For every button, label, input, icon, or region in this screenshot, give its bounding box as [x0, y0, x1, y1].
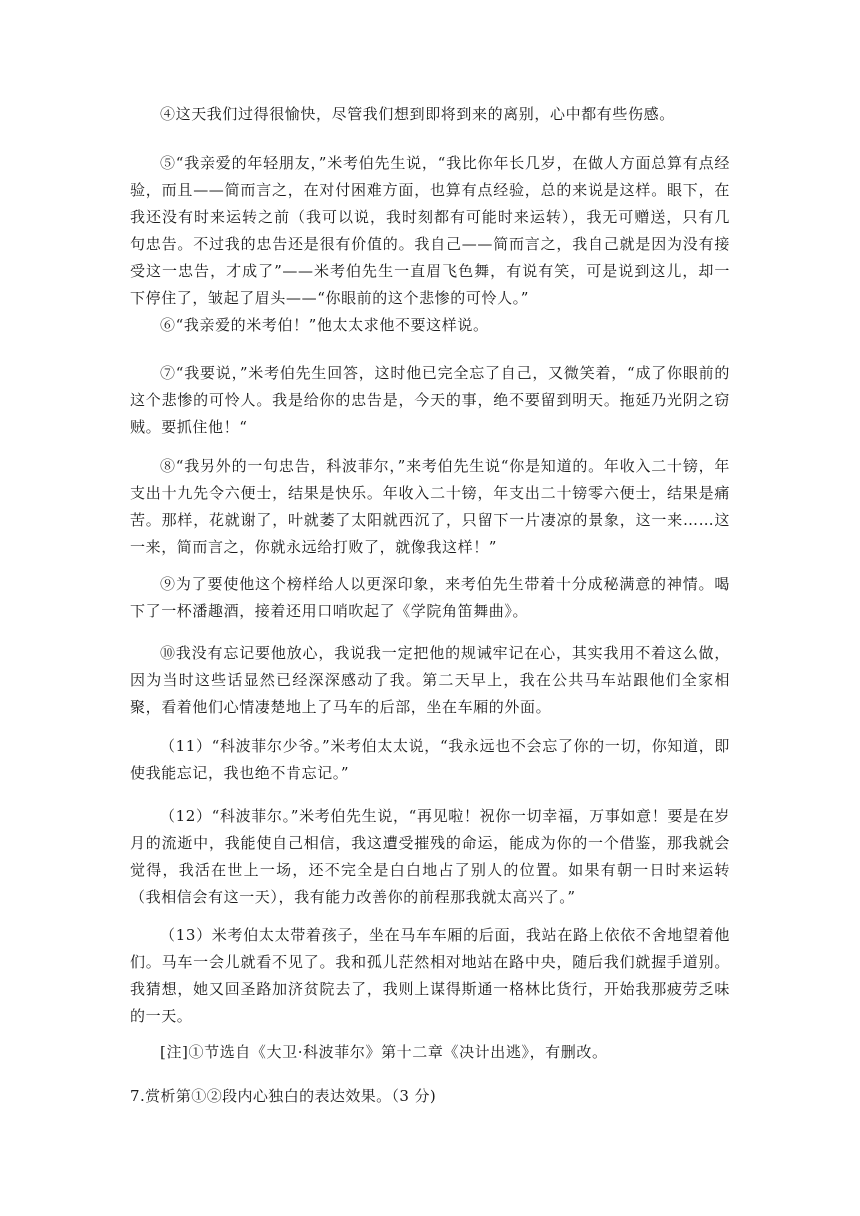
paragraph-13: （13）米考伯太太带着孩子，坐在马车车厢的后面，我站在路上依依不舍地望着他们。马车一会儿就看不见了。我和孤儿茫然相对地站在路中央，随后我们就握手道别。我猜想，她又回圣路加济贫院去了，我则上谋得斯通一格林比货行，开始我那疲劳乏味的一天。 [130, 926, 730, 1025]
paragraph-6: ⑥“我亲爱的米考伯！”他太太求他不要这样说。 [160, 316, 489, 334]
paragraph-9: ⑨为了要使他这个榜样给人以更深印象，来考伯先生带着十分成秘满意的神情。喝下了一杯潘趣酒，接着还用口哨吹起了《学院角笛舞曲》。 [130, 575, 730, 620]
paragraph-5: ⑤“我亲爱的年轻朋友，”米考伯先生说，“我比你年长几岁，在做人方面总算有点经验，而且——简而言之，在对付困难方面，也算有点经验，总的来说是这样。眼下，在我还没有时来运转之前（我可以说，我时刻都有可能时来运转），我无可赠送，只有几句忠告。不过我的忠告还是很有价值的。我自己——简而言之，我自己就是因为没有接受这一忠告，才成了”——米考伯先生一直眉飞色舞，有说有笑，可是说到这儿，却一下停住了，皱起了眉头——“你眼前的这个悲惨的可怜人。” [130, 154, 730, 307]
source-note: [注]①节选自《大卫·科波菲尔》第十二章《决计出逃》，有删改。 [160, 1043, 608, 1061]
paragraph-11: （11）“科波菲尔少爷。”米考伯太太说，“我永远也不会忘了你的一切，你知道，即使我能忘记，我也绝不肯忘记。” [130, 737, 730, 782]
paragraph-7: ⑦“我要说，”米考伯先生回答，这时他已完全忘了自己，又微笑着，“成了你眼前的这个悲惨的可怜人。我是给你的忠告是，今天的事，绝不要留到明天。拖延乃光阴之窃贼。要抓住他！“ [130, 364, 730, 436]
paragraph-12: （12）“科波菲尔。”米考伯先生说，“再见啦！祝你一切幸福，万事如意！要是在岁月的流逝中，我能使自己相信，我这遭受摧残的命运，能成为你的一个借鉴，那我就会觉得，我活在世上一场，还不完全是白白地占了别人的位置。如果有朝一日时来运转（我相信会有这一天），我有能力改善你的前程那我就太高兴了。” [130, 807, 730, 906]
paragraph-8: ⑧“我另外的一句忠告，科波菲尔，”来考伯先生说“你是知道的。年收入二十镑，年支出十九先令六便士，结果是快乐。年收入二十镑，年支出二十镑零六便士，结果是痛苦。那样，花就谢了，叶就萎了太阳就西沉了，只留下一片凄凉的景象，这一来……这一来，简而言之，你就永远给打败了，就像我这样！” [130, 457, 730, 556]
paragraph-10: ⑩我没有忘记要他放心，我说我一定把他的规诫牢记在心，其实我用不着这么做，因为当时这些话显然已经深深感动了我。第二天早上，我在公共马车站跟他们全家相聚，看着他们心情凄楚地上了马车的后部，坐在车厢的外面。 [130, 644, 730, 716]
paragraph-4: ④这天我们过得很愉快，尽管我们想到即将到来的离别，心中都有些伤感。 [160, 105, 675, 123]
question-7: 7.赏析第①②段内心独白的表达效果。（3 分) [130, 1087, 437, 1105]
